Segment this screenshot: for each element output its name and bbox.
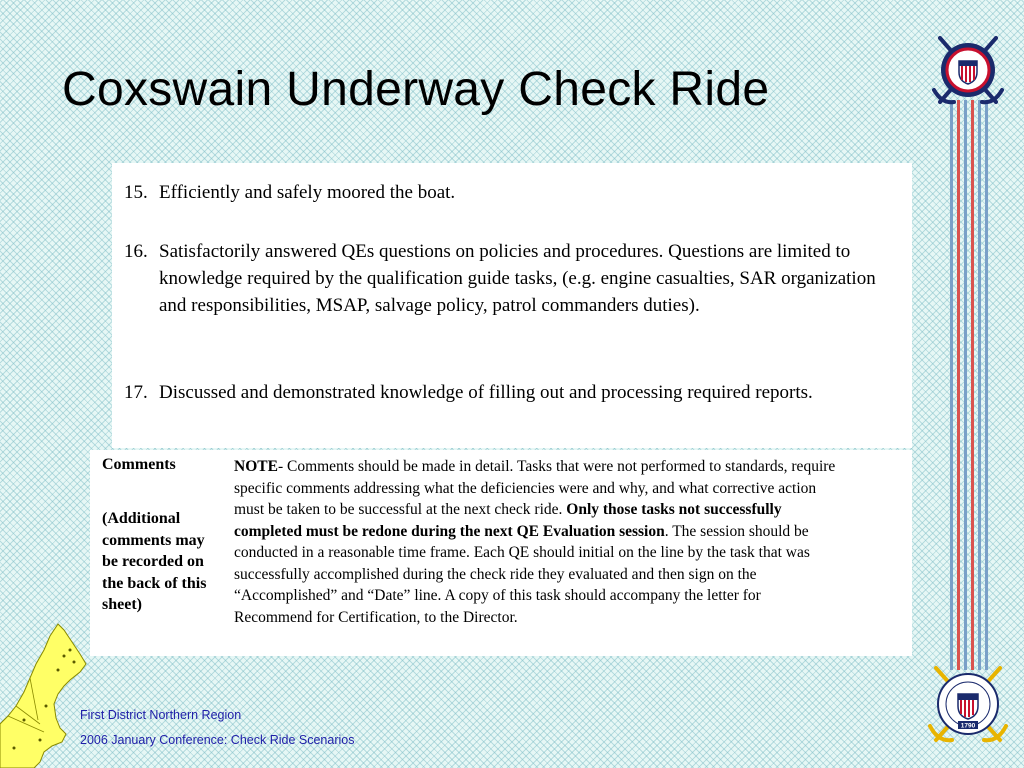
united-states-coast-guard-seal-icon	[928, 664, 1008, 744]
footer-region: First District Northern Region	[80, 708, 242, 722]
comments-panel	[90, 450, 912, 656]
item-number: 16.	[124, 241, 148, 262]
item-number: 15.	[124, 182, 148, 203]
footer-conference: 2006 January Conference: Check Ride Scenarios	[80, 733, 355, 747]
checklist-item	[124, 238, 879, 319]
comments-heading: Comments	[102, 456, 176, 473]
seal-year: 1790	[960, 722, 976, 730]
note-text-2: . The session should be conducted in a reasonable time frame. Each QE should initial on the line by the task that was successfully accomplished during the check ride they evaluated and then sign on the “Accomplished” and “Date” line. A copy of this task should accompany the letter for Recommend for Certification, to the Director.	[234, 522, 810, 626]
note-text-bold: Only those tasks not successfully completed must be redone during the next QE Evaluation session	[234, 501, 782, 540]
item-text: Efficiently and safely moored the boat.	[159, 182, 456, 203]
item-text: Discussed and demonstrated knowledge of filling out and processing required reports.	[159, 382, 813, 403]
note-label: NOTE	[234, 458, 278, 475]
slide-title: Coxswain Underway Check Ride	[62, 63, 770, 116]
comments-note	[234, 456, 839, 628]
checklist-panel	[112, 163, 912, 448]
note-text-1: - Comments should be made in detail. Tasks that were not performed to standards, require specific comments addressing what the deficiencies were and why, and what corrective action must be taken to be successful at the next check ride.	[234, 458, 836, 518]
checklist-item	[124, 379, 879, 406]
item-text: Satisfactorily answered QEs questions on policies and procedures. Questions are limited to knowledge required by the qualification guide tasks, (e.g. engine casualties, SAR organization and responsibilities, MSAP, salvage policy, patrol commanders duties).	[159, 241, 876, 316]
coast-guard-auxiliary-emblem-icon	[932, 32, 1004, 108]
item-number: 17.	[124, 382, 148, 403]
comments-additional-note: (Additional comments may be recorded on the back of this sheet)	[102, 510, 207, 613]
checklist-item	[124, 179, 879, 206]
